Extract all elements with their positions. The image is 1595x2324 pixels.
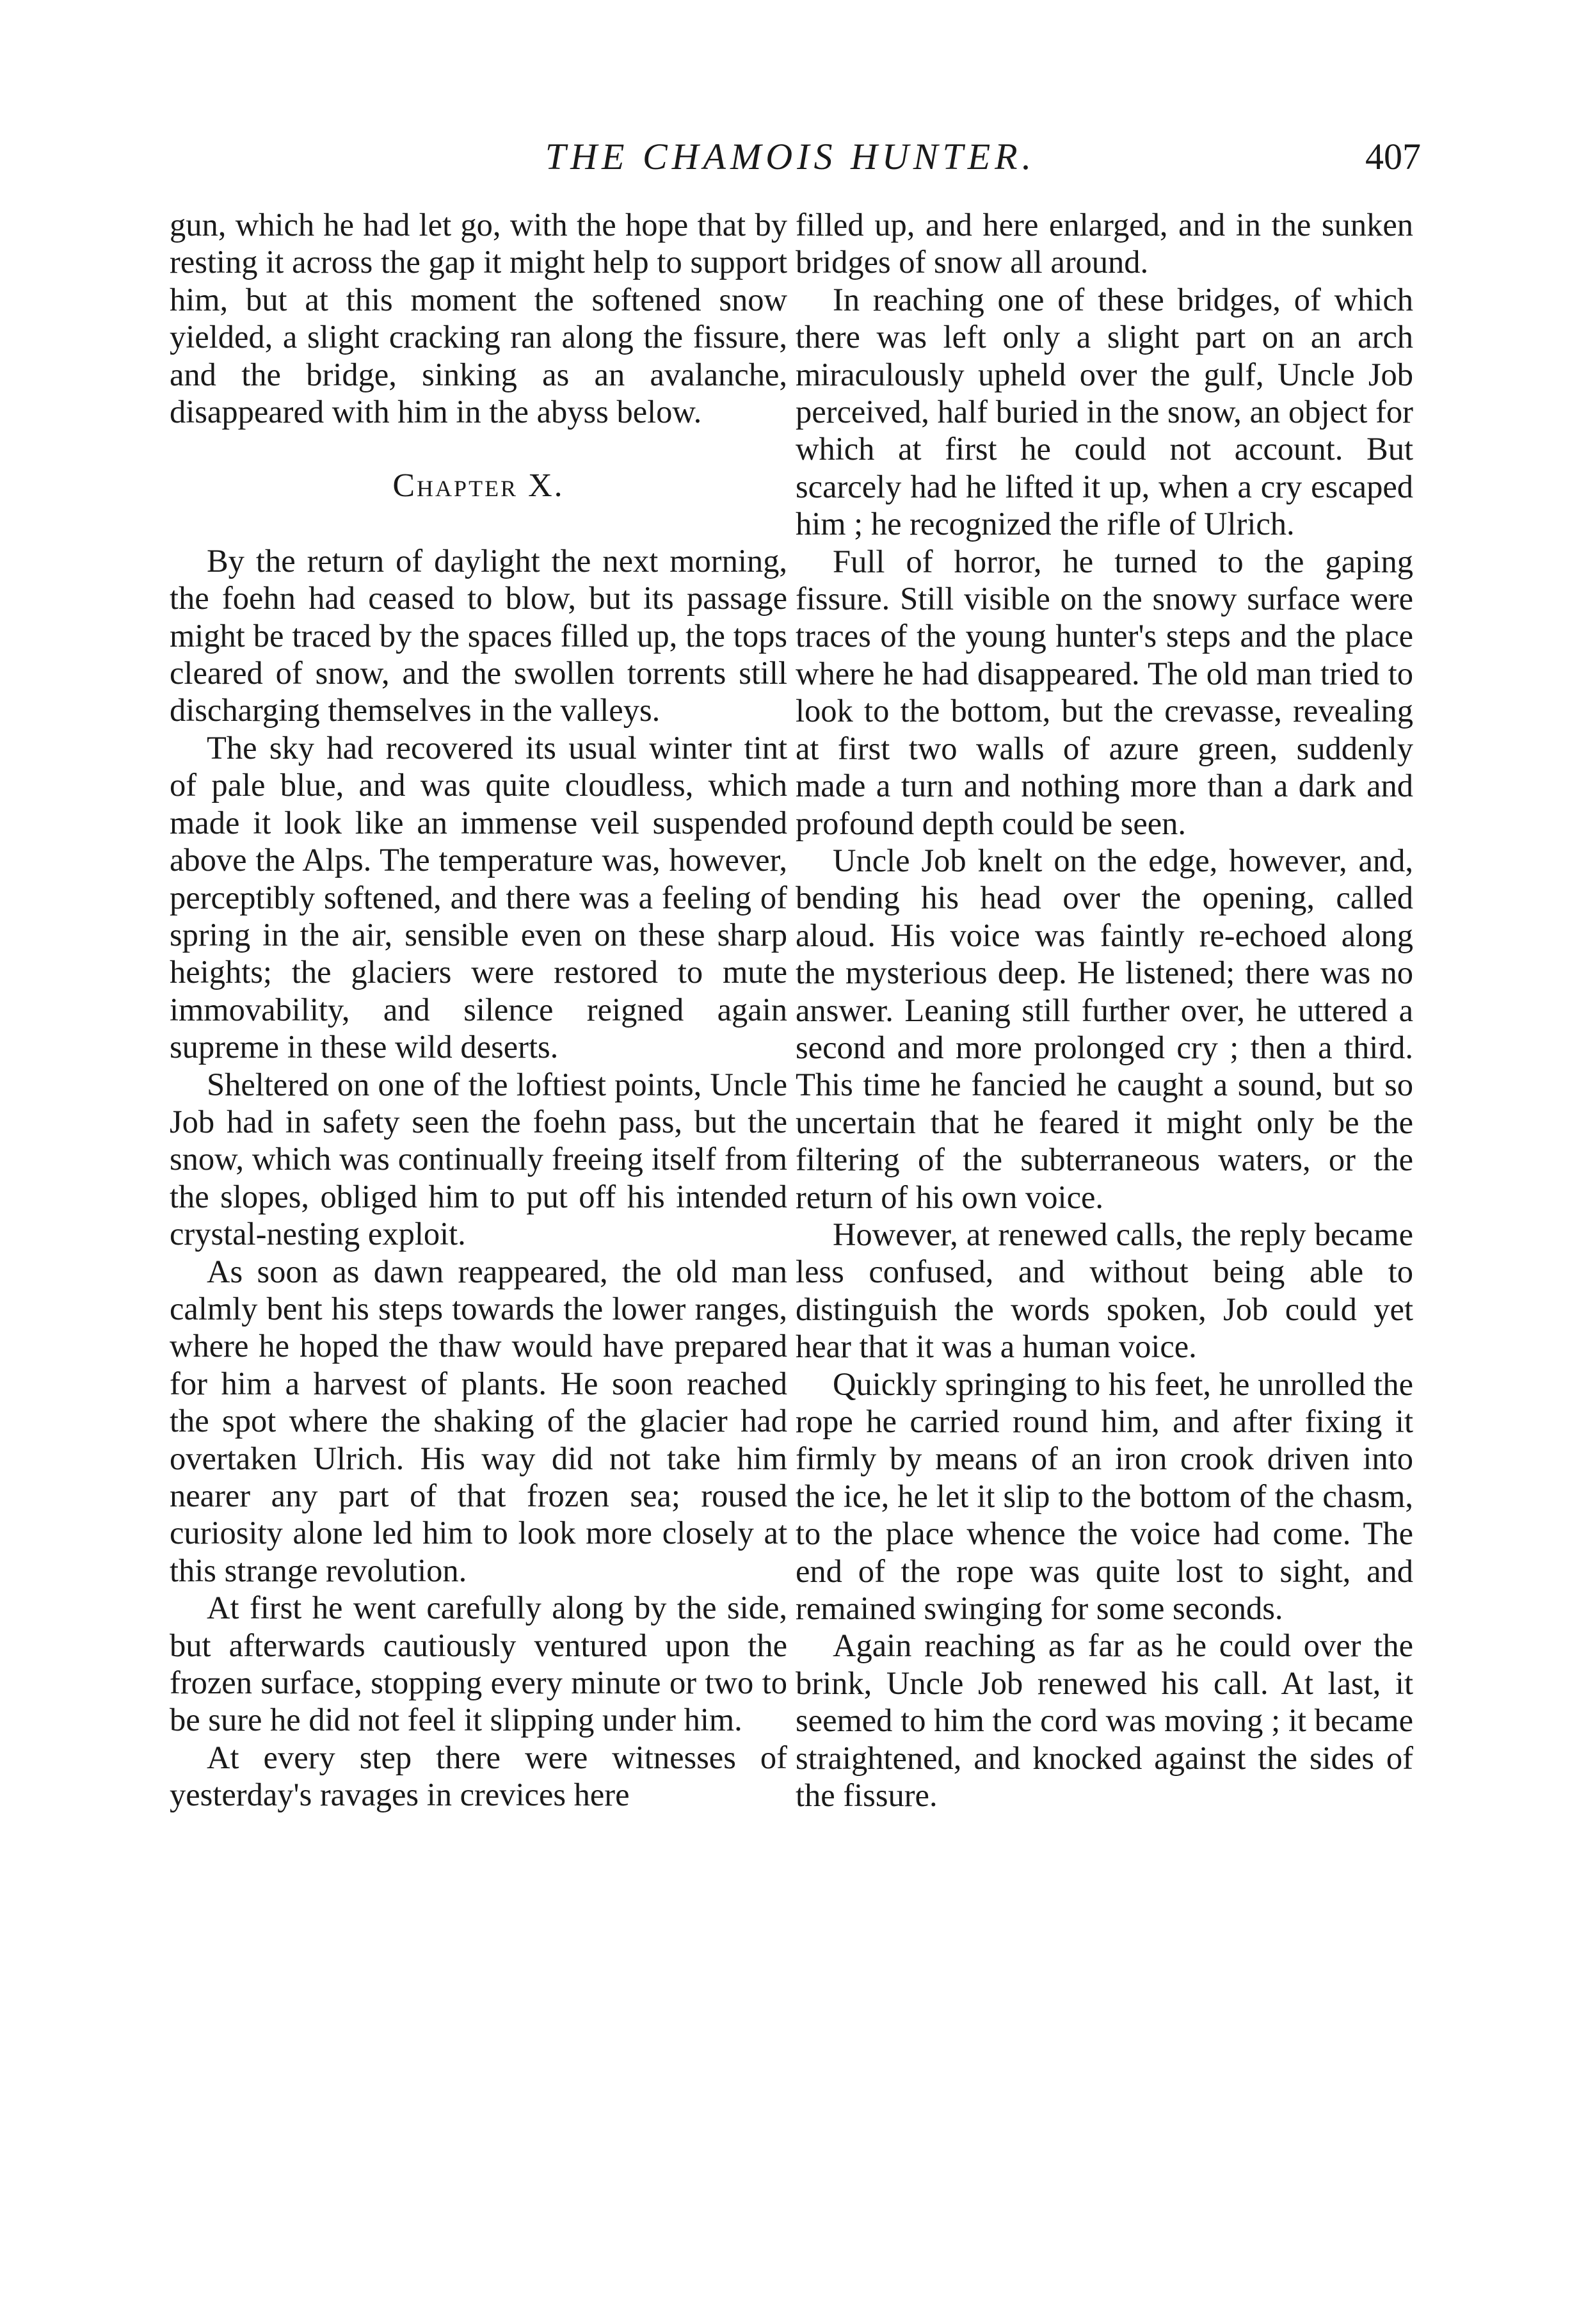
paragraph: The sky had recovered its usual winter tint of pale blue, and was quite cloudless, which made it look like an immense veil suspended above the Alps. The temperature was, however, perceptibly softened, and there was a feeling of spring in the air, sensible even on these sharp heights; the glaciers were restored to mute immovability, and silence reigned again supreme in these wild deserts. [170, 729, 787, 1065]
paragraph: Again reaching as far as he could over the brink, Uncle Job renewed his call. At last, it seemed to him the cord was moving ; it became straightened, and knocked against the sides of the fissure. [796, 1627, 1413, 1814]
paragraph: However, at renewed calls, the reply became less confused, and without being able to distinguish the words spoken, Job could yet hear that it was a human voice. [796, 1216, 1413, 1365]
paragraph: Full of horror, he turned to the gaping fissure. Still visible on the snowy surface were traces of the young hunter's steps and the place where he had disappeared. The old man tried to look to the bottom, but the crevasse, revealing at first two walls of azure green, suddenly made a turn and nothing more than a dark and profound depth could be seen. [796, 543, 1413, 841]
paragraph: At first he went carefully along by the side, but afterwards cautiously ventured upon the frozen surface, stopping every minute or two to be sure he did not feel it slipping under him. [170, 1590, 787, 1738]
paragraph: In reaching one of these bridges, of which there was left only a slight part on an arch miraculously upheld over the gulf, Uncle Job perceived, half buried in the snow, an object for which at first he could not account. But scarcely had he lifted it up, when a cry escaped him ; he recognized the rifle of Ulrich. [796, 281, 1413, 542]
paragraph: By the return of daylight the next morning, the foehn had ceased to blow, but its passage might be traced by the spaces filled up, the tops cleared of snow, and the swollen torrents still discharging themselves in the valleys. [170, 542, 787, 729]
paragraph: Uncle Job knelt on the edge, however, and, bending his head over the opening, called aloud. His voice was faintly re-echoed along the mysterious deep. He listened; there was no answer. Leaning still further over, he uttered a second and more prolonged cry ; then a third. This time he fancied he caught a sound, but so uncertain that he feared it might only be the filtering of the subterraneous waters, or the return of his own voice. [796, 842, 1413, 1215]
paragraph: At every step there were witnesses of yesterday's ravages in crevices here [170, 1739, 787, 1813]
paragraph: Quickly springing to his feet, he unrolled the rope he carried round him, and after fixing it firmly by means of an iron crook driven into the ice, he let it slip to the bottom of the chasm, to the place whence the voice had come. The end of the rope was quite lost to sight, and remained swinging for some seconds. [796, 1366, 1413, 1627]
paragraph: As soon as dawn reappeared, the old man calmly bent his steps towards the lower ranges, where he hoped the thaw would have prepared for him a harvest of plants. He soon reached the spot where the shaking of the glacier had overtaken Ulrich. His way did not take him nearer any part of that frozen sea; roused curiosity alone led him to look more closely at this strange revolution. [170, 1253, 787, 1588]
running-head [166, 131, 1421, 182]
running-title: THE CHAMOIS HUNTER. [545, 136, 1036, 177]
paragraph: filled up, and here enlarged, and in the sunken bridges of snow all around. [796, 207, 1413, 280]
paragraph: gun, which he had let go, with the hope that by resting it across the gap it might help to support him, but at this moment the softened snow yielded, a slight cracking ran along the fissure, and the bridge, sinking as an avalanche, disappeared with him in the abyss below. [170, 207, 787, 430]
right-column [796, 206, 1413, 1814]
left-column [170, 206, 787, 1814]
paragraph: Sheltered on one of the loftiest points, Uncle Job had in safety seen the foehn pass, but the snow, which was continually freeing itself from the slopes, obliged him to put off his intended crystal-nesting exploit. [170, 1066, 787, 1252]
page-number: 407 [1365, 136, 1421, 177]
chapter-heading: Chapter X. [392, 467, 565, 504]
